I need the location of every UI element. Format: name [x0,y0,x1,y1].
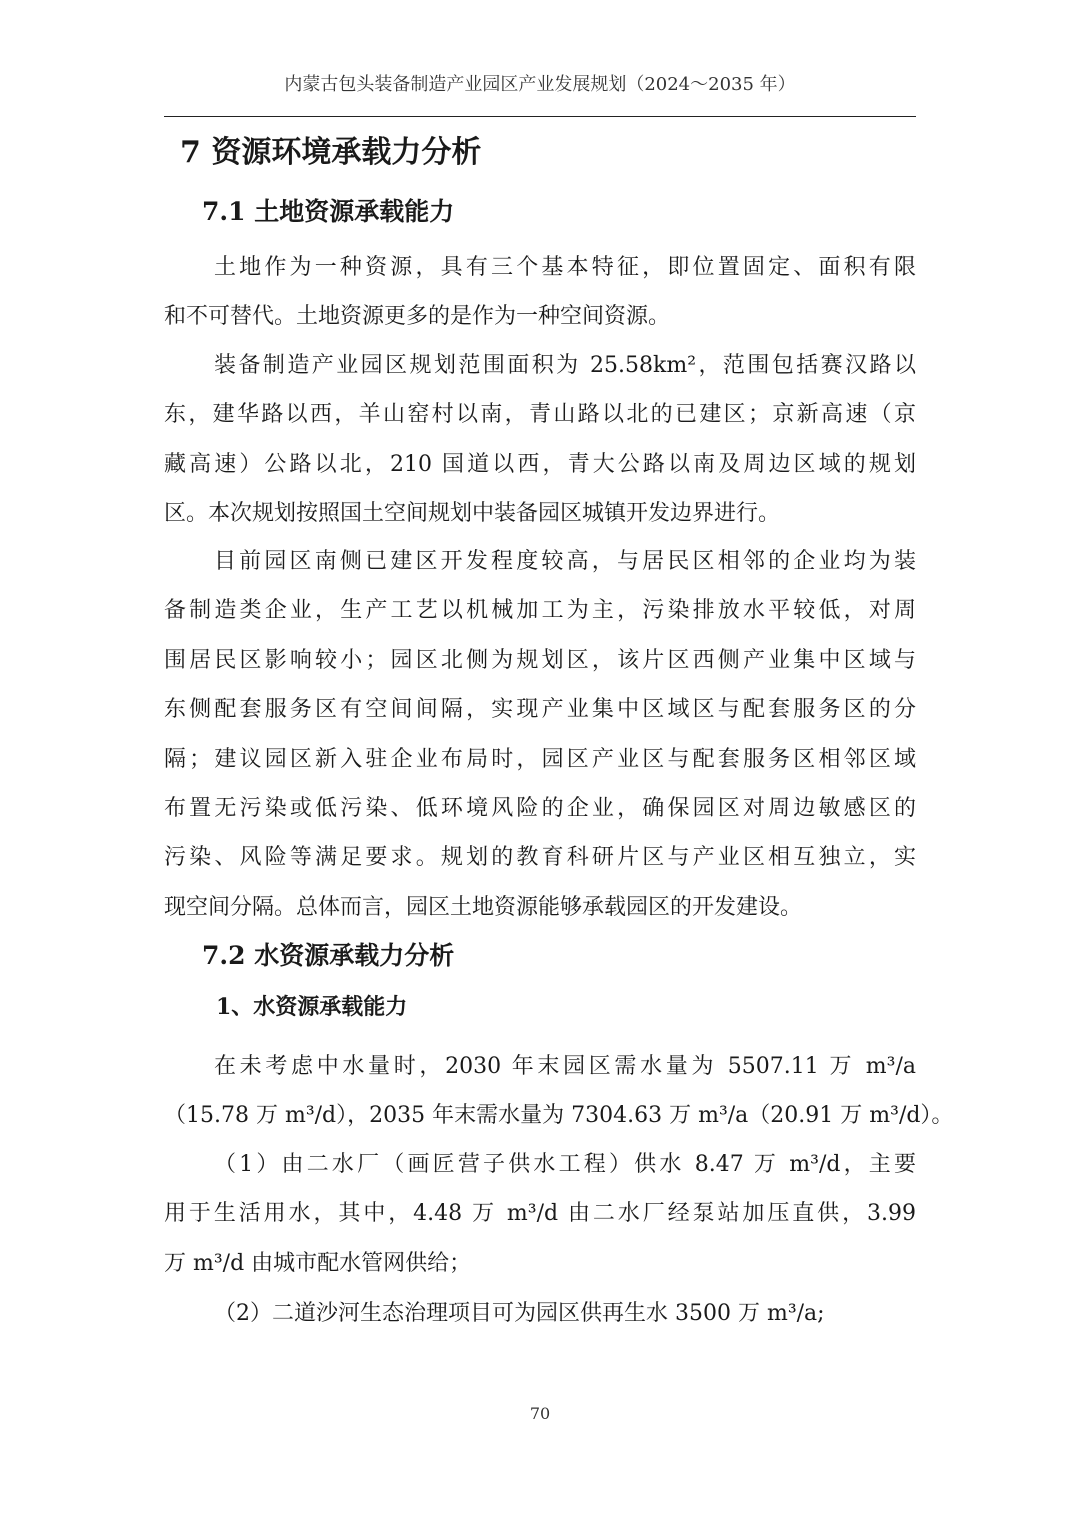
paragraph-line: 东侧配套服务区有空间间隔，实现产业集中区域区与配套服务区的分 [164,697,916,723]
paragraph-line: 装备制造产业园区规划范围面积为 25.58km²，范围包括赛汉路以 [214,353,916,378]
paragraph-line: 污染、风险等满足要求。规划的教育科研片区与产业区相互独立，实 [164,845,916,871]
paragraph-line: 和不可替代。土地资源更多的是作为一种空间资源。 [164,304,671,330]
paragraph-water-demand [164,1042,954,1141]
paragraph-water-supply-2 [164,1289,916,1338]
paragraph-line: 在未考虑中水量时，2030 年末园区需水量为 5507.11 万 m³/a [214,1054,916,1079]
page-number: 70 [529,1404,551,1423]
paragraph-line: 用于生活用水，其中，4.48 万 m³/d 由二水厂经泵站加压直供，3.99 [164,1201,916,1227]
section-7-1-title: 7.1 土地资源承载能力 [202,197,455,226]
paragraph-line: 万 m³/d 由城市配水管网供给； [164,1250,472,1276]
header-divider [164,116,916,117]
paragraph-line: （15.78 万 m³/d），2035 年末需水量为 7304.63 万 m³/a（20.91 万 m³/d）。 [164,1103,954,1129]
paragraph-line: （1）由二水厂（画匠营子供水工程）供水 8.47 万 m³/d，主要 [214,1152,916,1177]
paragraph-land-assessment [164,537,916,932]
paragraph-line: 围居民区影响较小；园区北侧为规划区，该片区西侧产业集中区域与 [164,647,916,673]
running-header: 内蒙古包头装备制造产业园区产业发展规划（2024～2035 年） [284,74,796,95]
paragraph-land-intro [164,243,916,342]
paragraph-land-scope [164,341,916,539]
paragraph-line: 隔；建议园区新入驻企业布局时，园区产业区与配套服务区相邻区域 [164,746,916,772]
chapter-title: 7 资源环境承载力分析 [180,135,482,170]
paragraph-line: 东，建华路以西，羊山窑村以南，青山路以北的已建区；京新高速（京 [164,402,916,428]
paragraph-line: 目前园区南侧已建区开发程度较高，与居民区相邻的企业均为装 [214,549,916,574]
paragraph-line: 布置无污染或低污染、低环境风险的企业，确保园区对周边敏感区的 [164,795,916,821]
paragraph-line: 土地作为一种资源，具有三个基本特征，即位置固定、面积有限 [214,255,916,280]
section-7-2-title: 7.2 水资源承载力分析 [202,941,455,970]
paragraph-line: 藏高速）公路以北，210 国道以西，青大公路以南及周边区域的规划 [164,451,916,477]
paragraph-line: （2）二道沙河生态治理项目可为园区供再生水 3500 万 m³/a; [214,1301,825,1326]
subsection-water-capacity-title: 1、水资源承载能力 [216,994,408,1020]
paragraph-line: 现空间分隔。总体而言，园区土地资源能够承载园区的开发建设。 [164,894,803,920]
paragraph-water-supply-1 [164,1140,916,1288]
paragraph-line: 备制造类企业，生产工艺以机械加工为主，污染排放水平较低，对周 [164,598,916,624]
paragraph-line: 区。本次规划按照国土空间规划中装备园区城镇开发边界进行。 [164,501,781,527]
